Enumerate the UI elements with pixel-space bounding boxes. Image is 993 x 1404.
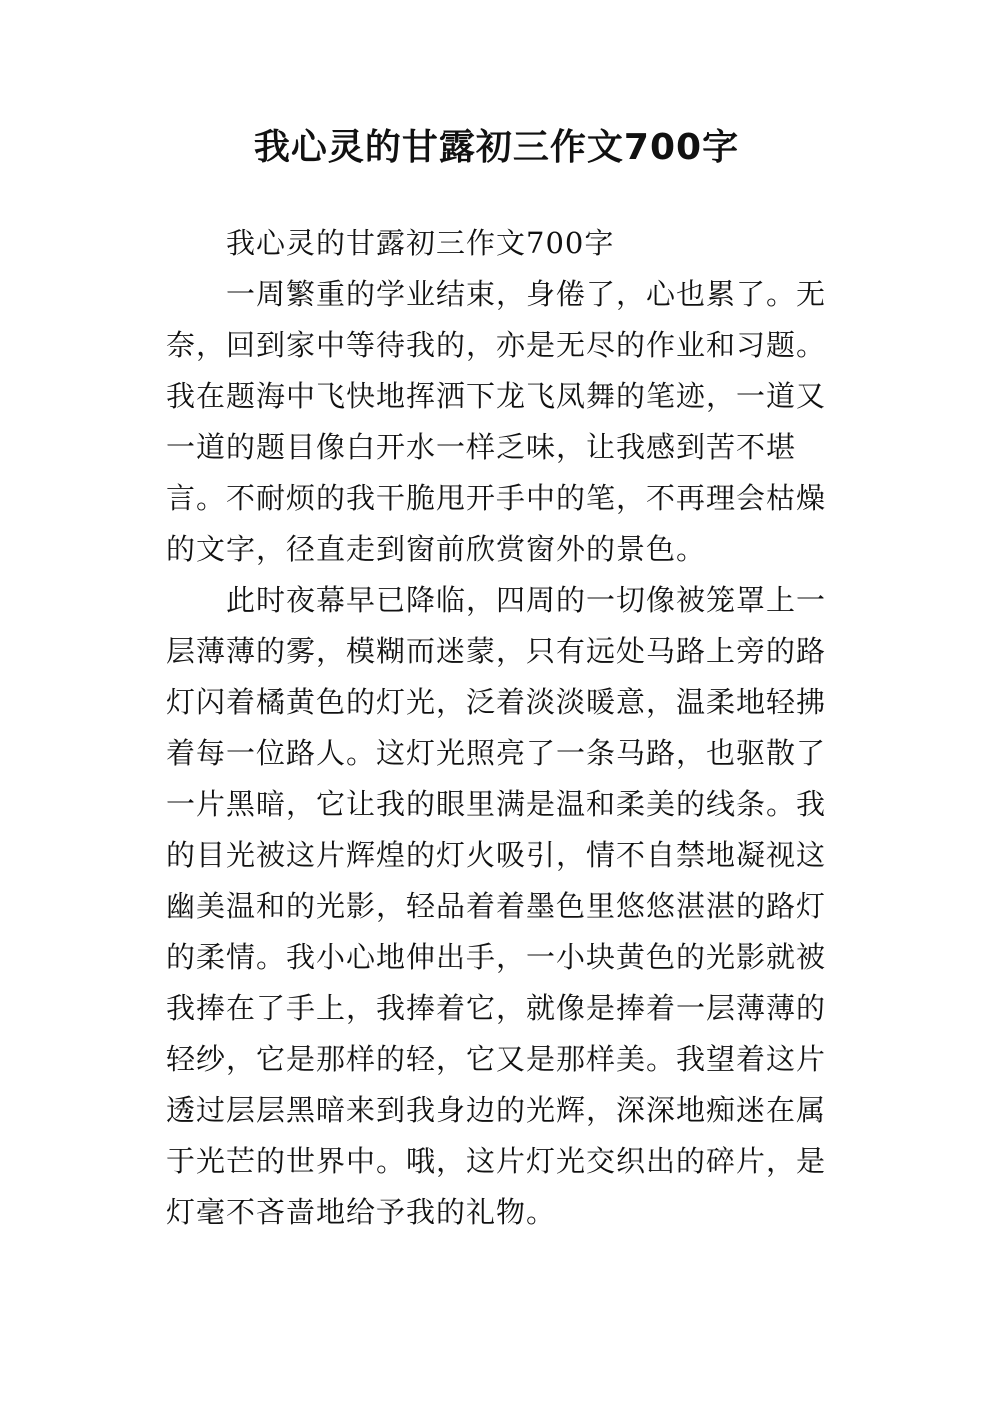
paragraph-subtitle: 我心灵的甘露初三作文700字 [226, 226, 615, 260]
document-title: 我心灵的甘露初三作文700字 [253, 127, 740, 168]
paragraph-1: 一周繁重的学业结束，身倦了，心也累了。无奈，回到家中等待我的，亦是无尽的作业和习题。我在题海中飞快地挥洒下龙飞凤舞的笔迹，一道又一道的题目像白开水一样乏味，让我感到苦不堪言。不耐烦的我干脆甩开手中的笔，不再理会枯燥的文字，径直走到窗前欣赏窗外的景色。 [166, 277, 827, 566]
paragraph-2: 此时夜幕早已降临，四周的一切像被笼罩上一层薄薄的雾，模糊而迷蒙，只有远处马路上旁的路灯闪着橘黄色的灯光，泛着淡淡暖意，温柔地轻拂着每一位路人。这灯光照亮了一条马路，也驱散了一片黑暗，它让我的眼里满是温和柔美的线条。我的目光被这片辉煌的灯火吸引，情不自禁地凝视这幽美温和的光影，轻品着着墨色里悠悠湛湛的路灯的柔情。我小心地伸出手，一小块黄色的光影就被我捧在了手上，我捧着它，就像是捧着一层薄薄的轻纱，它是那样的轻，它又是那样美。我望着这片透过层层黑暗来到我身边的光辉，深深地痴迷在属于光芒的世界中。哦，这片灯光交织出的碎片，是灯毫不吝啬地给予我的礼物。 [166, 583, 827, 1229]
document-body [166, 218, 836, 1238]
